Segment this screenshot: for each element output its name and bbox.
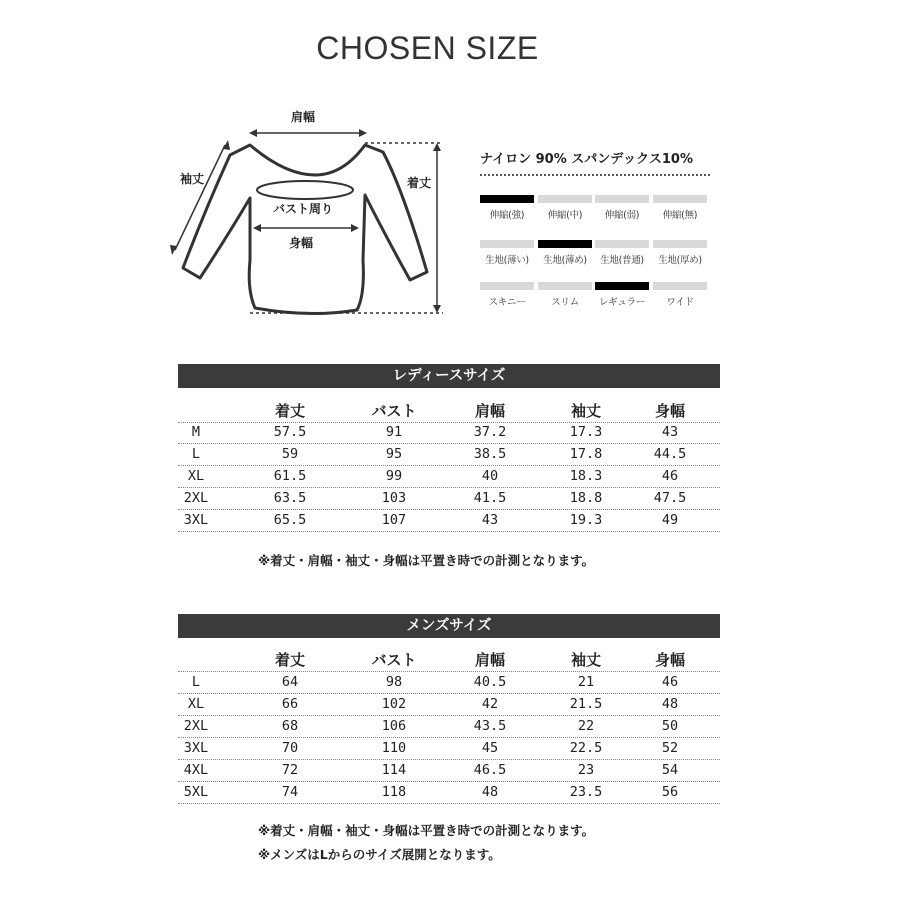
table-cell: 65.5 [273,512,307,528]
scale-bar [538,195,592,203]
table-row [178,672,720,694]
scale-stretch-2 [595,195,649,221]
sleeve-label: 袖丈 [180,172,205,186]
table-cell: 37.2 [473,424,507,440]
table-cell: 107 [381,512,407,528]
scale-label: 生地(厚め) [658,255,702,266]
table-cell: 74 [281,784,299,800]
table-cell: 68 [281,718,299,734]
table-cell: 17.8 [569,446,603,462]
table-cell: 48 [661,696,679,712]
column-header: 肩幅 [474,402,505,420]
scale-label: 伸縮(弱) [604,210,640,221]
table-cell: 45 [481,740,499,756]
size-label: 3XL [183,740,209,756]
table-cell: 18.8 [569,490,603,506]
column-header: 袖丈 [570,402,601,420]
table-cell: 106 [381,718,407,734]
scale-label: ワイド [666,297,694,308]
mens-note-1: ※着丈・肩幅・袖丈・身幅は平置き時での計測となります。 [258,823,595,838]
table-cell: 52 [661,740,679,756]
scale-thickness-1 [538,240,592,266]
page-title: CHOSEN SIZE [316,30,539,66]
scale-label: 生地(薄い) [485,255,529,266]
table-row [178,760,720,782]
size-label: 3XL [183,512,209,528]
table-row [178,444,720,466]
shoulder-label: 肩幅 [291,110,316,124]
table-cell: 47.5 [653,490,687,506]
scale-bar [653,195,707,203]
table-cell: 21.5 [569,696,603,712]
table-cell: 23.5 [569,784,603,800]
width-label: 身幅 [289,236,314,250]
size-label: XL [187,696,205,712]
column-header: 着丈 [274,651,305,669]
table-cell: 40 [481,468,499,484]
table-cell: 61.5 [273,468,307,484]
size-label: 5XL [183,784,209,800]
table-cell: 56 [661,784,679,800]
table-cell: 102 [381,696,407,712]
scale-label: 伸縮(無) [662,210,698,221]
scale-fit-3 [653,282,707,308]
table-cell: 38.5 [473,446,507,462]
table-row [178,466,720,488]
table-cell: 43.5 [473,718,507,734]
table-cell: 18.3 [569,468,603,484]
mens-size-heading: メンズサイズ [178,614,720,638]
scale-label: 生地(薄め) [543,255,587,266]
table-cell: 46 [661,468,679,484]
table-cell: 70 [281,740,299,756]
size-label: M [191,424,201,440]
column-header: バスト [371,402,417,420]
scale-label: レギュラー [598,297,645,308]
scale-fit-1 [538,282,592,308]
scale-bar [480,282,534,290]
scale-fit-0 [480,282,534,308]
table-cell: 98 [385,674,403,690]
table-cell: 22.5 [569,740,603,756]
table-cell: 43 [661,424,679,440]
table-cell: 17.3 [569,424,603,440]
ladies-size-heading: レディースサイズ [178,364,720,388]
ladies-note: ※着丈・肩幅・袖丈・身幅は平置き時での計測となります。 [258,553,595,568]
size-label: XL [187,468,205,484]
table-cell: 46.5 [473,762,507,778]
scale-bar [653,240,707,248]
scale-bar [538,240,592,248]
table-header-row [178,396,720,423]
scale-bar [653,282,707,290]
table-cell: 48 [481,784,499,800]
table-cell: 63.5 [273,490,307,506]
table-cell: 21 [577,674,595,690]
scale-bar [538,282,592,290]
scale-bar [595,240,649,248]
table-cell: 49 [661,512,679,528]
mens-note-2: ※メンズはLからのサイズ展開となります。 [258,847,501,862]
table-cell: 40.5 [473,674,507,690]
scale-thickness-3 [653,240,707,266]
column-header: バスト [371,651,417,669]
scale-fit-2 [595,282,649,308]
table-cell: 103 [381,490,407,506]
scale-thickness-0 [480,240,534,266]
scale-bar [595,282,649,290]
table-cell: 54 [661,762,679,778]
table-row [178,738,720,760]
table-cell: 118 [381,784,407,800]
scale-stretch-0 [480,195,534,221]
table-cell: 72 [281,762,299,778]
column-header: 着丈 [274,402,305,420]
material-divider [480,174,710,176]
table-cell: 42 [481,696,499,712]
table-cell: 91 [385,424,403,440]
scale-bar [480,240,534,248]
scale-label: 伸縮(中) [547,210,583,221]
table-cell: 50 [661,718,679,734]
table-row [178,510,720,532]
scale-label: 生地(普通) [600,255,644,266]
table-cell: 44.5 [653,446,687,462]
scale-stretch-1 [538,195,592,221]
table-cell: 57.5 [273,424,307,440]
size-label: 4XL [183,762,209,778]
size-label: 2XL [183,490,209,506]
table-row [178,488,720,510]
table-row [178,422,720,444]
size-label: L [191,674,201,690]
scale-label: 伸縮(強) [489,210,525,221]
size-label: L [191,446,201,462]
scale-label: スキニー [488,297,526,308]
table-row [178,782,720,804]
table-header-row [178,645,720,672]
table-cell: 23 [577,762,595,778]
table-cell: 43 [481,512,499,528]
scale-bar [480,195,534,203]
table-cell: 46 [661,674,679,690]
scale-stretch-3 [653,195,707,221]
table-cell: 110 [381,740,407,756]
column-header: 身幅 [654,651,685,669]
scale-thickness-2 [595,240,649,266]
column-header: 身幅 [654,402,685,420]
scale-label: スリム [551,297,579,308]
table-cell: 64 [281,674,299,690]
table-cell: 95 [385,446,403,462]
table-row [178,694,720,716]
garment-diagram [165,100,455,325]
table-cell: 22 [577,718,595,734]
scale-bar [595,195,649,203]
table-row [178,716,720,738]
length-label: 着丈 [407,176,432,190]
material-text: ナイロン 90% スパンデックス10% [480,152,693,167]
size-label: 2XL [183,718,209,734]
bust-label: バスト周り [273,202,334,216]
table-cell: 114 [381,762,407,778]
table-cell: 41.5 [473,490,507,506]
table-cell: 59 [281,446,299,462]
table-cell: 19.3 [569,512,603,528]
table-cell: 66 [281,696,299,712]
table-cell: 99 [385,468,403,484]
column-header: 肩幅 [474,651,505,669]
column-header: 袖丈 [570,651,601,669]
